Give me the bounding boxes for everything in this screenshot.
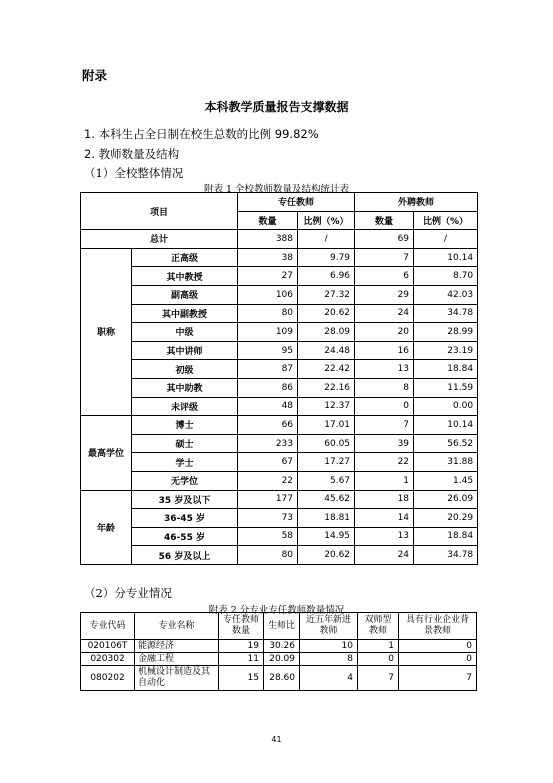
fulltime-count: 87 — [238, 360, 298, 379]
industry-background-teachers: 7 — [399, 666, 477, 691]
table-row — [81, 323, 478, 342]
section-overall: （1）全校整体情况 — [84, 166, 184, 180]
table-row — [81, 360, 478, 379]
fulltime-count: 80 — [238, 546, 298, 565]
table-row — [81, 546, 478, 565]
major-table-header: 具有行业企业背景教师 — [399, 613, 477, 640]
fulltime-count: 67 — [238, 453, 298, 472]
fulltime-count: 109 — [238, 323, 298, 342]
fulltime-ratio: 20.62 — [298, 304, 355, 323]
major-code: 020106T — [81, 640, 135, 653]
fulltime-count: 58 — [238, 527, 298, 546]
fulltime-ratio: 5.67 — [298, 471, 355, 490]
table-row — [81, 378, 478, 397]
row-label: 46-55 岁 — [132, 527, 238, 546]
row-label: 其中讲师 — [132, 341, 238, 360]
external-count: 0 — [355, 397, 414, 416]
table-row — [81, 471, 478, 490]
major-teacher-table — [80, 612, 477, 691]
external-ratio: 8.70 — [414, 267, 478, 286]
table-row — [81, 453, 478, 472]
fulltime-ratio: 22.42 — [298, 360, 355, 379]
fulltime-count-header: 数量 — [238, 211, 298, 230]
row-label: 学士 — [132, 453, 238, 472]
external-ratio: 28.99 — [414, 323, 478, 342]
table-row — [81, 397, 478, 416]
row-label: 56 岁及以上 — [132, 546, 238, 565]
total-ex-ratio: / — [414, 230, 478, 249]
fulltime-ratio: 24.48 — [298, 341, 355, 360]
major-table-header: 近五年新进教师 — [300, 613, 358, 640]
external-ratio: 56.52 — [414, 434, 478, 453]
fulltime-ratio: 20.62 — [298, 546, 355, 565]
teacher-count: 19 — [219, 640, 264, 653]
external-ratio: 10.14 — [414, 248, 478, 267]
major-code: 080202 — [81, 666, 135, 691]
fulltime-ratio: 27.32 — [298, 285, 355, 304]
teacher-count: 11 — [219, 653, 264, 666]
row-label: 无学位 — [132, 471, 238, 490]
teacher-structure-item: 2. 教师数量及结构 — [84, 147, 180, 161]
group-label: 职称 — [81, 248, 132, 415]
row-label: 36-45 岁 — [132, 509, 238, 528]
row-label: 正高级 — [132, 248, 238, 267]
teacher-structure-table — [80, 192, 478, 565]
external-ratio: 31.88 — [414, 453, 478, 472]
table-header-row — [81, 613, 477, 640]
major-table-header: 专任教师数量 — [219, 613, 264, 640]
fulltime-ratio: 22.16 — [298, 378, 355, 397]
teacher-structure-table-body — [81, 193, 478, 565]
group-label: 最高学位 — [81, 416, 132, 490]
fulltime-header: 专任教师 — [238, 193, 355, 212]
dual-qualified-teachers: 1 — [358, 640, 399, 653]
table-row — [81, 304, 478, 323]
fulltime-ratio: 60.05 — [298, 434, 355, 453]
table-row — [81, 416, 478, 435]
student-teacher-ratio: 20.09 — [264, 653, 300, 666]
total-ex-count: 69 — [355, 230, 414, 249]
fulltime-ratio: 6.96 — [298, 267, 355, 286]
teacher-count: 15 — [219, 666, 264, 691]
external-ratio: 34.78 — [414, 546, 478, 565]
row-label: 副高级 — [132, 285, 238, 304]
fulltime-count: 233 — [238, 434, 298, 453]
document-title: 本科教学质量报告支撑数据 — [204, 100, 349, 114]
row-label: 硕士 — [132, 434, 238, 453]
external-count-header: 数量 — [355, 211, 414, 230]
external-ratio: 18.84 — [414, 527, 478, 546]
fulltime-ratio: 12.37 — [298, 397, 355, 416]
dual-qualified-teachers: 7 — [358, 666, 399, 691]
external-count: 14 — [355, 509, 414, 528]
industry-background-teachers: 0 — [399, 653, 477, 666]
total-ft-ratio: / — [298, 230, 355, 249]
table-row — [81, 640, 477, 653]
table1-caption: 附表 1 全校教师数量及结构统计表 — [203, 184, 350, 195]
section-by-major: （2）分专业情况 — [84, 586, 172, 600]
undergraduate-ratio-item: 1. 本科生占全日制在校生总数的比例 99.82% — [84, 127, 319, 141]
major-table-header: 专业名称 — [135, 613, 219, 640]
table-row — [81, 248, 478, 267]
row-label: 未评级 — [132, 397, 238, 416]
fulltime-count: 48 — [238, 397, 298, 416]
external-header: 外聘教师 — [355, 193, 478, 212]
table2-caption: 附表 2 分专业专任教师数量情况 — [208, 605, 345, 616]
table-row — [81, 434, 478, 453]
appendix-heading: 附录 — [82, 68, 108, 83]
major-name: 机械设计制造及其自动化 — [135, 666, 219, 691]
external-ratio: 26.09 — [414, 490, 478, 509]
row-label: 初级 — [132, 360, 238, 379]
fulltime-ratio: 9.79 — [298, 248, 355, 267]
fulltime-count: 38 — [238, 248, 298, 267]
external-count: 20 — [355, 323, 414, 342]
row-label: 其中副教授 — [132, 304, 238, 323]
student-teacher-ratio: 28.60 — [264, 666, 300, 691]
external-count: 8 — [355, 378, 414, 397]
major-name: 能源经济 — [135, 640, 219, 653]
external-count: 18 — [355, 490, 414, 509]
fulltime-ratio: 17.27 — [298, 453, 355, 472]
table-row — [81, 341, 478, 360]
external-count: 24 — [355, 546, 414, 565]
fulltime-count: 73 — [238, 509, 298, 528]
fulltime-ratio: 17.01 — [298, 416, 355, 435]
table-row — [81, 267, 478, 286]
student-teacher-ratio: 30.26 — [264, 640, 300, 653]
page-number: 41 — [271, 735, 282, 744]
row-label: 其中教授 — [132, 267, 238, 286]
total-ft-count: 388 — [238, 230, 298, 249]
table-row — [81, 666, 477, 691]
external-count: 22 — [355, 453, 414, 472]
row-label: 中级 — [132, 323, 238, 342]
table-row — [81, 509, 478, 528]
external-ratio: 20.29 — [414, 509, 478, 528]
fulltime-ratio: 18.81 — [298, 509, 355, 528]
external-count: 24 — [355, 304, 414, 323]
external-ratio: 10.14 — [414, 416, 478, 435]
fulltime-count: 66 — [238, 416, 298, 435]
major-teacher-table-body — [81, 613, 477, 691]
table-row — [81, 653, 477, 666]
row-label: 博士 — [132, 416, 238, 435]
external-count: 13 — [355, 360, 414, 379]
major-table-header: 生师比 — [264, 613, 300, 640]
external-count: 6 — [355, 267, 414, 286]
fulltime-count: 95 — [238, 341, 298, 360]
external-ratio: 34.78 — [414, 304, 478, 323]
external-ratio: 42.03 — [414, 285, 478, 304]
external-ratio: 11.59 — [414, 378, 478, 397]
new-teachers: 4 — [300, 666, 358, 691]
external-count: 1 — [355, 471, 414, 490]
major-name: 金融工程 — [135, 653, 219, 666]
external-ratio: 23.19 — [414, 341, 478, 360]
external-count: 13 — [355, 527, 414, 546]
external-count: 7 — [355, 416, 414, 435]
fulltime-count: 80 — [238, 304, 298, 323]
new-teachers: 8 — [300, 653, 358, 666]
table-row — [81, 527, 478, 546]
external-ratio: 18.84 — [414, 360, 478, 379]
fulltime-ratio: 14.95 — [298, 527, 355, 546]
major-code: 020302 — [81, 653, 135, 666]
external-count: 39 — [355, 434, 414, 453]
fulltime-count: 177 — [238, 490, 298, 509]
fulltime-count: 106 — [238, 285, 298, 304]
total-row — [81, 230, 478, 249]
external-ratio: 1.45 — [414, 471, 478, 490]
external-count: 16 — [355, 341, 414, 360]
table-row — [81, 285, 478, 304]
external-ratio: 0.00 — [414, 397, 478, 416]
external-count: 29 — [355, 285, 414, 304]
table-header-row — [81, 193, 478, 212]
fulltime-ratio: 28.09 — [298, 323, 355, 342]
fulltime-count: 86 — [238, 378, 298, 397]
major-table-header: 双师型教师 — [358, 613, 399, 640]
total-label: 总计 — [81, 230, 238, 249]
new-teachers: 10 — [300, 640, 358, 653]
fulltime-count: 27 — [238, 267, 298, 286]
fulltime-count: 22 — [238, 471, 298, 490]
group-label: 年龄 — [81, 490, 132, 564]
fulltime-ratio-header: 比例（%） — [298, 211, 355, 230]
row-label: 35 岁及以下 — [132, 490, 238, 509]
external-count: 7 — [355, 248, 414, 267]
row-label: 其中助教 — [132, 378, 238, 397]
industry-background-teachers: 0 — [399, 640, 477, 653]
table-row — [81, 490, 478, 509]
dual-qualified-teachers: 0 — [358, 653, 399, 666]
major-table-header: 专业代码 — [81, 613, 135, 640]
item-header: 项目 — [81, 193, 238, 230]
fulltime-ratio: 45.62 — [298, 490, 355, 509]
external-ratio-header: 比例（%） — [414, 211, 478, 230]
